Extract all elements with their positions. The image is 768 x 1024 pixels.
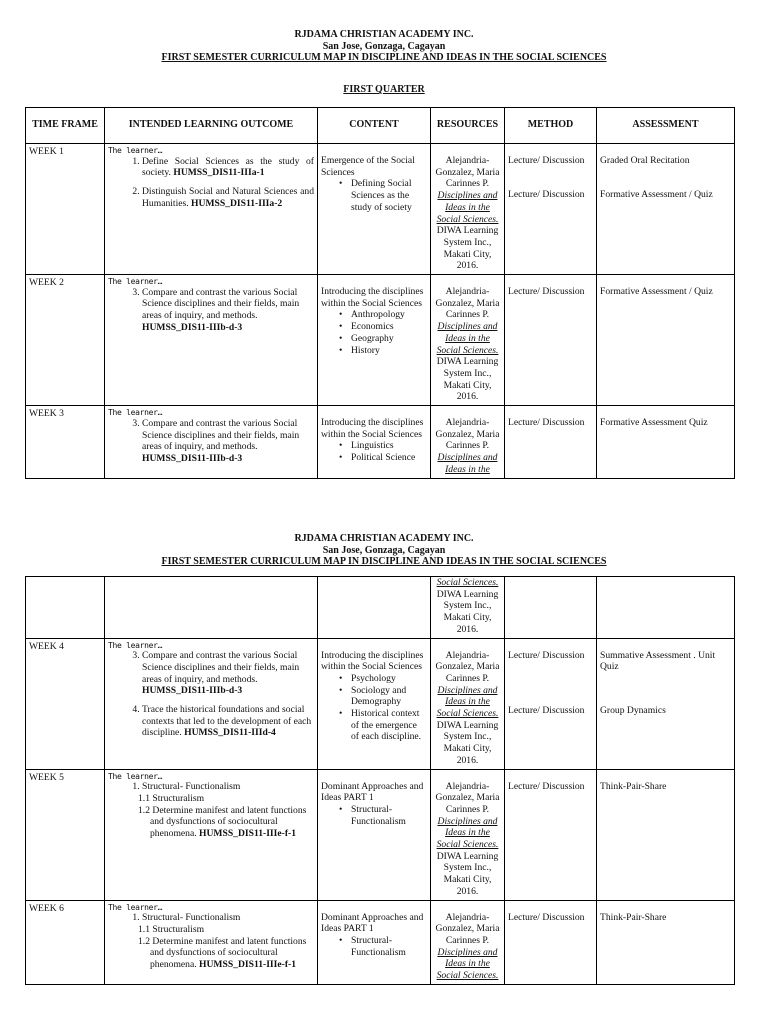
page1-header [0, 29, 768, 64]
assessment-cell [597, 638, 735, 769]
method-text: Lecture/ Discussion [508, 911, 585, 923]
method-text: Lecture/ Discussion [508, 155, 585, 166]
assessment-text: Think-Pair-Share [600, 780, 667, 792]
week-label: WEEK 6 [26, 900, 105, 984]
assessment-cell [597, 900, 735, 984]
competency-code: HUMSS_DIS11-IIIe-f-1 [199, 828, 297, 840]
table-header-row [26, 108, 735, 144]
content-item: • Geography [339, 333, 427, 345]
table-row [26, 769, 735, 900]
learner-label: The learner… [108, 771, 163, 781]
method-cell [505, 900, 597, 984]
school-address: San Jose, Gonzaga, Cagayan [322, 40, 446, 52]
assessment-text: Graded Oral Recitation [600, 155, 690, 166]
content-title: Emergence of the Social Sciences [321, 155, 415, 178]
content-cell [318, 769, 431, 900]
competency-code: HUMSS_DIS11-IIIe-f-1 [199, 959, 297, 971]
document-title: FIRST SEMESTER CURRICULUM MAP IN DISCIPLINE AND IDEAS IN THE SOCIAL SCIENCES [161, 52, 607, 64]
competency-code: HUMSS_DIS11-IIIa-2 [191, 197, 283, 209]
outcome-cell [105, 900, 318, 984]
table-row [26, 638, 735, 769]
content-cell [318, 638, 431, 769]
content-title: Introducing the disciplines within the Social Sciences [321, 286, 424, 309]
assessment-text: Formative Assessment / Quiz [600, 286, 713, 298]
assessment-cell [597, 144, 735, 275]
method-text: Lecture/ Discussion [508, 188, 585, 200]
curriculum-table-page2 [25, 576, 735, 985]
week-label: WEEK 4 [26, 638, 105, 769]
book-title: Disciplines and [437, 946, 498, 958]
content-title: Dominant Approaches and Ideas PART 1 [321, 780, 424, 804]
col-header-time-frame: TIME FRAME [26, 108, 105, 144]
competency-code: HUMSS_DIS11-IIIb-d-3 [142, 452, 243, 464]
week-label: WEEK 5 [26, 769, 105, 900]
outcome-cell [105, 406, 318, 479]
book-title: Disciplines and [437, 321, 498, 333]
learner-label: The learner… [108, 408, 163, 418]
school-name: RJDAMA CHRISTIAN ACADEMY INC. [294, 29, 474, 40]
method-text: Lecture/ Discussion [508, 417, 585, 429]
assessment-cell [597, 275, 735, 406]
method-cell [505, 638, 597, 769]
content-title: Introducing the disciplines within the Social Sciences [321, 417, 424, 440]
page2-header [0, 533, 768, 568]
outcome-item: 1. Structural- Functionalism [142, 781, 314, 793]
week-label: WEEK 2 [26, 275, 105, 406]
book-title: Disciplines and [437, 684, 498, 696]
col-header-method: METHOD [505, 108, 597, 144]
resources-cell: Alejandria- Gonzalez, Maria Carinnes P. Disciplines and Ideas in the Social Sciences. [431, 900, 505, 984]
method-cell [505, 144, 597, 275]
sub-outcome: 1.2 Determine manifest and latent functions [138, 935, 307, 947]
table-row [26, 144, 735, 275]
content-item: • Historical context of the emergence of each discipline. [339, 708, 427, 743]
week-label: WEEK 3 [26, 406, 105, 479]
competency-code: HUMSS_DIS11-IIIb-d-3 [142, 321, 243, 333]
learner-label: The learner… [108, 146, 163, 155]
content-item: • History [339, 345, 427, 357]
assessment-text: Formative Assessment Quiz [600, 417, 708, 429]
content-item: • Political Science [339, 452, 427, 464]
competency-code: HUMSS_DIS11-IIIb-d-3 [142, 685, 243, 697]
outcome-item: 1. Structural- Functionalism [142, 912, 314, 924]
sub-outcome: 1.1 Structuralism [138, 924, 205, 936]
outcome-item: 3. Compare and contrast the various Social Science disciplines and their fields, main areas of inquiry, and methods. HUMSS_DIS11-IIIb-d-3 [142, 650, 314, 697]
resources-cell: Alejandria- Gonzalez, Maria Carinnes P. Disciplines and Ideas in the Social Sciences. DIWA Learning System Inc., Makati City, 2016. [431, 638, 505, 769]
sub-outcome: and dysfunctions of sociocultural phenomena. HUMSS_DIS11-IIIe-f-1 [150, 947, 297, 971]
assessment-text: Group Dynamics [600, 704, 666, 716]
content-title: Introducing the disciplines within the Social Sciences [321, 649, 424, 673]
content-item: • Structural- Functionalism [339, 804, 427, 827]
content-item: • Defining Social Sciences as the study of society [339, 178, 427, 213]
col-header-assessment: ASSESSMENT [597, 108, 735, 144]
outcome-item: 1. Define Social Sciences as the study of society. HUMSS_DIS11-IIIa-1 [142, 156, 314, 179]
outcome-cell [105, 769, 318, 900]
col-header-resources: RESOURCES [431, 108, 505, 144]
outcome-item: 2. Distinguish Social and Natural Sciences and Humanities. HUMSS_DIS11-IIIa-2 [142, 186, 314, 209]
table-row [26, 900, 735, 984]
outcome-cell [105, 275, 318, 406]
content-item: • Psychology [339, 673, 427, 685]
book-title: Disciplines and [437, 452, 498, 464]
col-header-outcome: INTENDED LEARNING OUTCOME [105, 108, 318, 144]
content-item: • Linguistics [339, 440, 427, 452]
content-title: Dominant Approaches and Ideas PART 1 [321, 911, 424, 935]
resources-cell: Alejandria- Gonzalez, Maria Carinnes P. Disciplines and Ideas in the [431, 406, 505, 479]
outcome-item: 3. Compare and contrast the various Social Science disciplines and their fields, main areas of inquiry, and methods. HUMSS_DIS11-IIIb-d-3 [142, 287, 314, 334]
content-cell [318, 144, 431, 275]
document-title: FIRST SEMESTER CURRICULUM MAP IN DISCIPLINE AND IDEAS IN THE SOCIAL SCIENCES [161, 556, 607, 568]
book-title: Disciplines and [437, 190, 498, 202]
outcome-cell [105, 144, 318, 275]
method-cell [505, 275, 597, 406]
content-item: • Economics [339, 321, 427, 333]
method-text: Lecture/ Discussion [508, 649, 585, 661]
outcome-cell [105, 638, 318, 769]
resources-cell: Alejandria- Gonzalez, Maria Carinnes P. Disciplines and Ideas in the Social Sciences. DIWA Learning System Inc., Makati City, 2016. [431, 769, 505, 900]
curriculum-table-page1 [25, 107, 735, 479]
assessment-text: Summative Assessment . Unit Quiz [600, 649, 716, 673]
method-text: Lecture/ Discussion [508, 780, 585, 792]
sub-outcome: 1.2 Determine manifest and latent functions [138, 804, 307, 816]
sub-outcome: 1.1 Structuralism [138, 793, 205, 804]
sub-outcome: and dysfunctions of sociocultural phenomena. HUMSS_DIS11-IIIe-f-1 [150, 816, 297, 840]
content-cell [318, 406, 431, 479]
content-item: • Anthropology [339, 309, 427, 321]
content-cell [318, 275, 431, 406]
learner-label: The learner… [108, 277, 163, 287]
resources-cell: Social Sciences. DIWA Learning System Inc., Makati City, 2016. [431, 577, 505, 639]
content-item: • Sociology and Demography [339, 685, 427, 708]
assessment-cell [597, 406, 735, 479]
assessment-text: Formative Assessment / Quiz [600, 188, 713, 200]
school-address: San Jose, Gonzaga, Cagayan [322, 544, 446, 556]
competency-code: HUMSS_DIS11-IIId-4 [184, 727, 276, 739]
assessment-cell [597, 769, 735, 900]
competency-code: HUMSS_DIS11-IIIa-1 [173, 167, 265, 179]
learner-label: The learner… [108, 640, 163, 650]
outcome-item: 3. Compare and contrast the various Social Science disciplines and their fields, main areas of inquiry, and methods. HUMSS_DIS11-IIIb-d-3 [142, 418, 314, 465]
school-name: RJDAMA CHRISTIAN ACADEMY INC. [294, 533, 474, 544]
content-item: • Structural- Functionalism [339, 935, 427, 958]
method-text: Lecture/ Discussion [508, 705, 585, 717]
col-header-content: CONTENT [318, 108, 431, 144]
method-cell [505, 769, 597, 900]
outcome-item: 4. Trace the historical foundations and social contexts that led to the development of each discipline. HUMSS_DIS11-IIId-4 [142, 704, 314, 739]
table-row [26, 275, 735, 406]
method-text: Lecture/ Discussion [508, 286, 585, 298]
table-row [26, 406, 735, 479]
book-title: Disciplines and [437, 815, 498, 827]
week-label: WEEK 1 [26, 144, 105, 275]
resources-cell: Alejandria- Gonzalez, Maria Carinnes P. Disciplines and Ideas in the Social Sciences. DIWA Learning System Inc., Makati City, 2016. [431, 144, 505, 275]
table-row-continuation [26, 577, 735, 639]
content-cell [318, 900, 431, 984]
learner-label: The learner… [108, 902, 163, 912]
resources-cell: Alejandria- Gonzalez, Maria Carinnes P. Disciplines and Ideas in the Social Sciences. DIWA Learning System Inc., Makati City, 2016. [431, 275, 505, 406]
method-cell [505, 406, 597, 479]
assessment-text: Think-Pair-Share [600, 911, 667, 923]
quarter-title: FIRST QUARTER [343, 84, 425, 95]
